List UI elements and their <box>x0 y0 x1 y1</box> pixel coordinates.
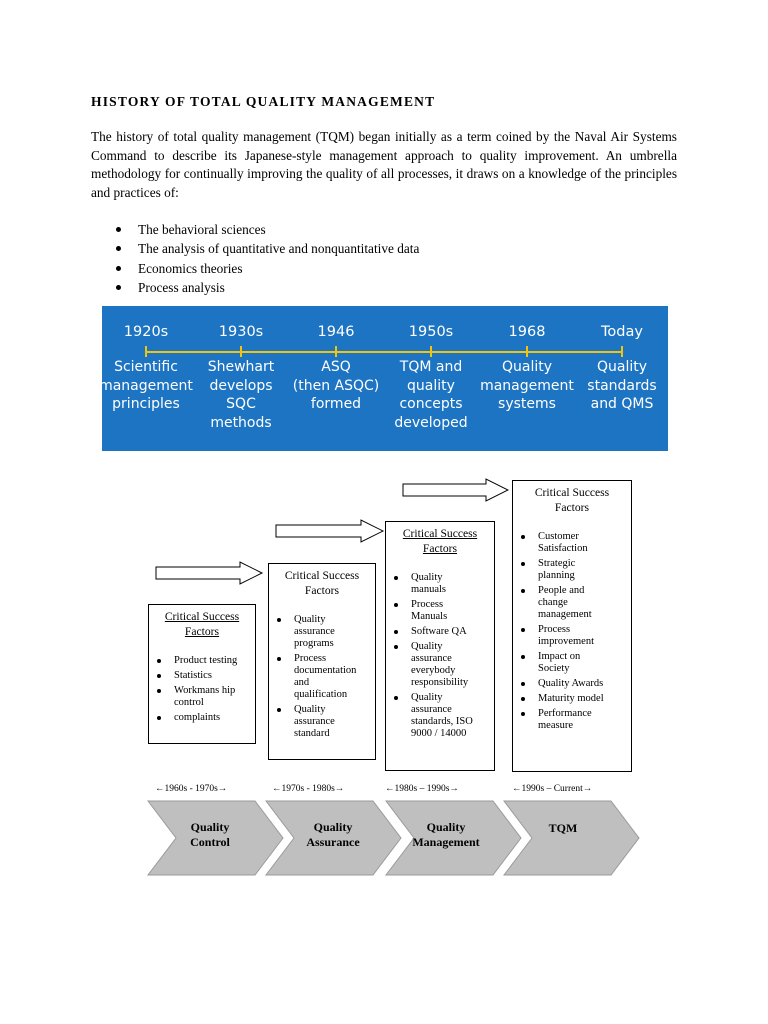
period-label: ←1960s - 1970s→ <box>155 784 228 794</box>
factor-item <box>155 670 251 682</box>
stage-chevron-label <box>518 821 608 836</box>
box-heading-line: Factors <box>304 583 340 597</box>
factor-item-line: Process <box>538 624 571 635</box>
factor-item-line: Quality <box>411 572 443 583</box>
timeline-year: 1930s <box>218 324 264 340</box>
stage-chevron-label-line: Management <box>412 835 480 849</box>
critical-success-factors-box <box>148 604 256 744</box>
factor-item <box>392 626 490 638</box>
document-title: HISTORY OF TOTAL QUALITY MANAGEMENT <box>91 94 436 109</box>
factor-item <box>519 708 627 732</box>
factor-item <box>155 655 251 667</box>
factor-item-line: assurance <box>294 716 335 727</box>
stage-chevron <box>504 801 639 875</box>
timeline-description-line: Shewhart <box>207 359 275 375</box>
factor-item-line: control <box>174 697 204 708</box>
factor-item-line: programs <box>294 638 334 649</box>
critical-success-factors-box <box>385 521 495 771</box>
intro-paragraph: The history of total quality management (TQM) began initially as a term coined by the Naval Air Systems Command to describe its Japanese-style management approach to quality improvement. An umbrella methodology for continually improving the quality of all processes, it draws on a knowledge of the principles and practices of: <box>91 129 677 200</box>
stage-chevron-label-line: Quality <box>190 820 230 834</box>
timeline-description-line: ASQ <box>321 359 351 375</box>
timeline-description-line: SQC <box>226 396 256 412</box>
factor-item <box>519 693 627 705</box>
box-heading-line: Factors <box>184 624 220 638</box>
period-label: ←1990s – Current→ <box>512 784 593 794</box>
timeline-description-line: develops <box>209 377 273 394</box>
timeline-description-line: (then ASQC) <box>292 377 380 394</box>
stage-chevron-label <box>288 820 378 850</box>
arrow-icon <box>403 479 508 501</box>
stage-chevron-label <box>401 820 491 850</box>
factor-item-line: everybody <box>411 665 456 676</box>
list-item: Economics theories <box>116 259 419 278</box>
box-heading-line: Critical Success <box>164 610 240 623</box>
factor-item-line: Quality Awards <box>538 678 604 689</box>
factor-item-line: Product testing <box>174 655 238 666</box>
timeline-description-line: standards <box>587 377 657 394</box>
factor-item <box>519 678 627 690</box>
timeline-year: Today <box>601 324 643 340</box>
factor-item <box>519 585 627 621</box>
timeline-description-line: systems <box>498 396 556 412</box>
period-label: ←1970s - 1980s→ <box>272 784 345 794</box>
factor-item <box>275 614 371 650</box>
box-heading-line: Critical Success <box>284 569 360 582</box>
factor-item-line: improvement <box>538 636 594 647</box>
timeline-description-line: management <box>480 377 574 394</box>
factor-item-line: Quality <box>411 641 443 652</box>
factor-item-line: Society <box>538 663 570 674</box>
factor-item-line: management <box>538 609 592 620</box>
factor-item-line: and <box>294 677 310 688</box>
stage-chevron-label-line: Quality <box>426 820 466 834</box>
stage-chevron-label-line: Assurance <box>306 835 360 849</box>
box-heading-line: Critical Success <box>402 527 478 540</box>
box-heading <box>269 569 375 598</box>
factor-item-line: Maturity model <box>538 693 604 704</box>
factor-item-line: measure <box>538 720 573 731</box>
box-heading <box>513 486 631 515</box>
box-heading-line: Critical Success <box>534 486 610 499</box>
factor-item-line: Customer <box>538 531 579 542</box>
factor-item-line: complaints <box>174 712 221 723</box>
stage-chevron-label-line: Quality <box>313 820 353 834</box>
factor-item <box>392 599 490 623</box>
factor-item <box>275 653 371 701</box>
factor-item <box>519 531 627 555</box>
timeline-description-line: developed <box>394 414 468 431</box>
factor-item-line: assurance <box>411 653 452 664</box>
factor-item <box>275 704 371 740</box>
stage-chevron-label <box>165 820 255 850</box>
factor-item-line: Workmans hip <box>174 685 236 696</box>
factor-item-line: assurance <box>411 704 452 715</box>
factor-item <box>519 558 627 582</box>
timeline-year: 1950s <box>408 324 454 340</box>
factor-item-line: Quality <box>411 692 443 703</box>
factor-list <box>519 531 627 735</box>
box-heading-line: Factors <box>554 500 590 514</box>
factor-item-line: Process <box>294 653 327 664</box>
period-label: ←1980s – 1990s→ <box>385 784 459 794</box>
factor-item-line: standards, ISO <box>411 716 473 727</box>
factor-item-line: Process <box>411 599 444 610</box>
factor-item <box>155 685 251 709</box>
factor-item-line: Strategic <box>538 558 576 569</box>
factor-item-line: documentation <box>294 665 357 676</box>
timeline-description-line: Scientific <box>114 359 178 375</box>
arrow-icon <box>156 562 262 584</box>
timeline-description-line: methods <box>210 414 272 431</box>
factor-item-line: 9000 / 14000 <box>411 728 467 739</box>
factor-item <box>392 641 490 689</box>
factor-item-line: manuals <box>411 584 446 595</box>
timeline-year: 1920s <box>123 324 169 340</box>
factor-item-line: change <box>538 597 568 608</box>
timeline-description-line: concepts <box>399 396 463 412</box>
factor-item-line: Satisfaction <box>538 543 588 554</box>
factor-item-line: assurance <box>294 626 335 637</box>
factor-item-line: Manuals <box>411 611 448 622</box>
timeline-description-line: Quality <box>501 359 553 375</box>
timeline-year: 1946 <box>317 324 355 340</box>
factor-item-line: Quality <box>294 614 326 625</box>
factor-item <box>392 692 490 740</box>
factor-item-line: Performance <box>538 708 592 719</box>
factor-item-line: planning <box>538 570 575 581</box>
box-heading <box>149 610 255 639</box>
timeline-description-line: TQM and <box>399 359 463 375</box>
box-heading <box>386 527 494 556</box>
timeline-description-line: quality <box>407 377 455 394</box>
factor-item <box>519 624 627 648</box>
stage-chevron-label-line: TQM <box>548 821 578 835</box>
factor-item-line: standard <box>294 728 330 739</box>
factor-list <box>275 614 371 743</box>
factor-item <box>392 572 490 596</box>
critical-success-factors-box <box>512 480 632 772</box>
stage-chevron-label-line: Control <box>190 835 230 849</box>
critical-success-factors-box <box>268 563 376 760</box>
box-heading-line: Factors <box>422 541 458 555</box>
factor-item-line: Statistics <box>174 670 212 681</box>
timeline-description-line: and QMS <box>590 396 654 412</box>
timeline-year: 1968 <box>508 324 546 340</box>
list-item: The analysis of quantitative and nonquantitative data <box>116 239 419 258</box>
timeline-description-line: formed <box>310 396 362 412</box>
factor-item-line: Quality <box>294 704 326 715</box>
list-item: Process analysis <box>116 278 419 297</box>
timeline-description-line: management <box>99 377 193 394</box>
factor-item-line: qualification <box>294 689 348 700</box>
factor-item <box>519 651 627 675</box>
factor-item-line: responsibility <box>411 677 469 688</box>
factor-list <box>392 572 490 743</box>
list-item: The behavioral sciences <box>116 220 419 239</box>
factor-list <box>155 655 251 727</box>
factor-item-line: People and <box>538 585 585 596</box>
factor-item-line: Software QA <box>411 626 467 637</box>
factor-item <box>155 712 251 724</box>
arrow-icon <box>276 520 383 542</box>
factor-item-line: Impact on <box>538 651 581 662</box>
timeline-description-line: principles <box>112 396 180 412</box>
timeline-description-line: Quality <box>596 359 648 375</box>
